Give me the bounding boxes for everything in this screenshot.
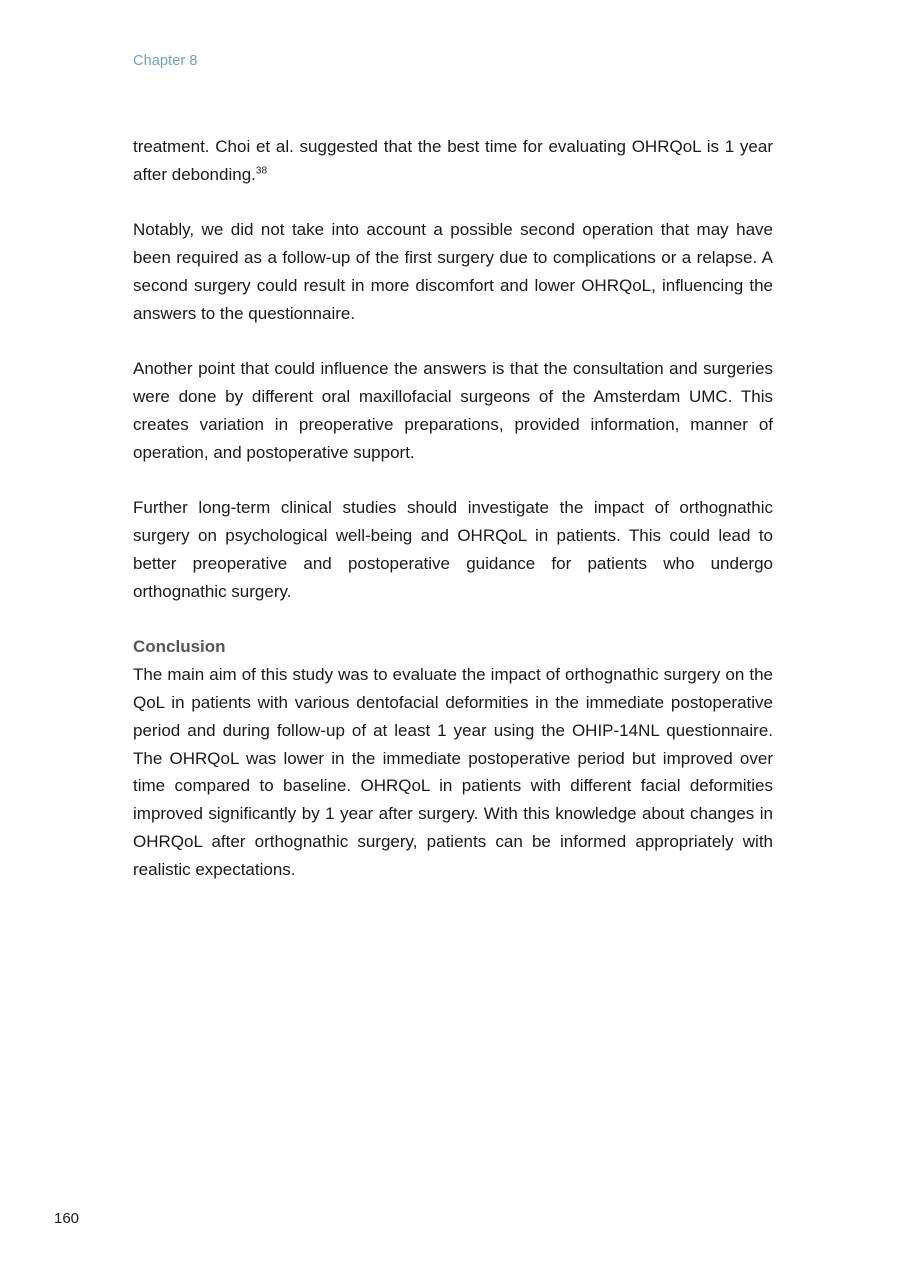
paragraph-different-surgeons: Another point that could influence the answers is that the consultation and surgeries were done by different oral maxillofacial surgeons of the Amsterdam UMC. This creates variation in preoperative preparations, provided information, manner of operation, and postoperative support. — [133, 359, 773, 462]
paragraph-conclusion: The main aim of this study was to evaluate the impact of orthognathic surgery on the QoL in patients with various dentofacial deformities in the immediate postoperative period and during follow-up of at least 1 year using the OHIP-14NL questionnaire. The OHRQoL was lower in the immediate postoperative period but improved over time compared to baseline. OHRQoL in patients with different facial deformities improved significantly by 1 year after surgery. With this knowledge about changes in OHRQoL after orthognathic surgery, patients can be informed appropriately with realistic expectations. — [133, 665, 773, 879]
paragraph-text: treatment. Choi et al. suggested that the best time for evaluating OHRQoL is 1 year after debonding. — [133, 137, 773, 184]
reference-superscript: 38 — [255, 165, 268, 177]
running-header-chapter: Chapter 8 — [133, 53, 198, 69]
section-heading-conclusion: Conclusion — [133, 637, 226, 657]
paragraph-further-studies: Further long-term clinical studies should investigate the impact of orthognathic surgery on psychological well-being and OHRQoL in patients. This could lead to better preoperative and postoperative guidance for patients who undergo orthognathic surgery. — [133, 498, 773, 601]
page-number: 160 — [54, 1210, 80, 1227]
body-text — [133, 133, 773, 884]
paragraph-second-operation: Notably, we did not take into account a possible second operation that may have been required as a follow-up of the first surgery due to complications or a relapse. A second surgery could result in more discomfort and lower OHRQoL, influencing the answers to the questionnaire. — [133, 220, 773, 323]
paragraph-treatment-timing — [133, 133, 773, 189]
